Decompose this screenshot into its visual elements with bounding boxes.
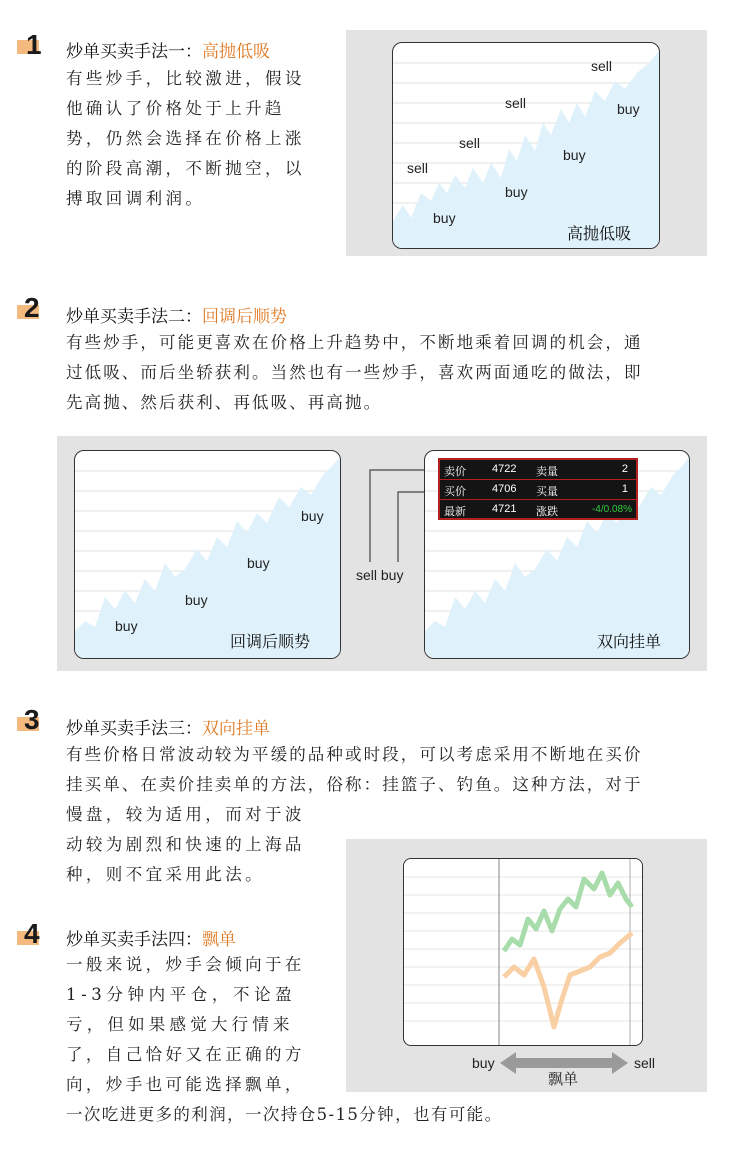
callout-label: sell buy: [356, 567, 404, 583]
buy-label: buy: [563, 147, 586, 163]
buy-label: buy: [505, 184, 528, 200]
heading-prefix: 炒单买卖手法二：: [66, 307, 202, 327]
chart-caption: 高抛低吸: [567, 224, 632, 243]
body-line: 势，仍然会选择在价格上涨: [66, 129, 305, 148]
sell-label: sell: [591, 58, 613, 74]
body-line: 慢盘，较为适用，而对于波: [66, 805, 305, 824]
quote-price: 4722: [492, 463, 517, 475]
heading-highlight: 双向挂单: [202, 719, 270, 739]
body-line: 向，炒手也可能选择飘单，: [66, 1075, 305, 1094]
heading-prefix: 炒单买卖手法三：: [66, 719, 202, 739]
buy-label: buy: [247, 555, 270, 571]
heading-highlight: 高抛低吸: [202, 42, 270, 62]
quote-qty: 2: [621, 463, 628, 475]
buy-label: buy: [185, 592, 208, 608]
sell-label: sell: [505, 95, 527, 111]
buy-label: buy: [115, 618, 138, 634]
chart-caption: 双向挂单: [597, 632, 662, 651]
body-line: 他确认了价格处于上升趋: [66, 99, 285, 118]
quote-field-name: 买价: [444, 486, 466, 498]
section-number: 4: [24, 918, 40, 949]
quote-field-name: 卖价: [444, 466, 466, 478]
quote-price: 4721: [492, 503, 517, 515]
buy-label: buy: [433, 210, 456, 226]
buy-label: buy: [472, 1055, 495, 1071]
quote-qty-name: 卖量: [536, 466, 558, 478]
body-line: 有些炒手，比较激进，假设: [66, 69, 305, 88]
body-line: 动较为剧烈和快速的上海品: [66, 835, 305, 854]
body-line: 有些价格日常波动较为平缓的品种或时段，可以考虑采用不断地在买价: [66, 745, 643, 764]
body-line: 亏，但如果感觉大行情来: [66, 1015, 294, 1034]
body-line: 了，自己恰好又在正确的方: [66, 1045, 305, 1064]
sell-label: sell: [634, 1055, 656, 1071]
body-line: 的阶段高潮，不断抛空，以: [66, 159, 305, 178]
body-line: 过低吸、而后坐轿获利。当然也有一些炒手，喜欢两面通吃的做法，即: [66, 363, 643, 382]
body-line: 一次吃进更多的利润，一次持仓5-15分钟，也有可能。: [66, 1105, 503, 1124]
heading-prefix: 炒单买卖手法一：: [66, 42, 202, 62]
body-line: 一般来说，炒手会倾向于在: [66, 955, 305, 974]
quote-field-name: 最新: [444, 506, 466, 518]
section-number: 3: [24, 704, 40, 735]
heading-prefix: 炒单买卖手法四：: [66, 930, 202, 950]
body-line: 种，则不宜采用此法。: [66, 865, 265, 884]
buy-label: buy: [301, 508, 324, 524]
section-number: 1: [26, 29, 42, 60]
section-number: 2: [24, 292, 40, 323]
body-line: 1-3分钟内平仓，不论盈: [66, 985, 297, 1004]
sell-label: sell: [459, 135, 481, 151]
arrow-caption: 飘单: [548, 1070, 579, 1088]
quote-qty-name: 涨跌: [536, 506, 558, 518]
sell-label: sell: [407, 160, 429, 176]
body-line: 搏取回调利润。: [66, 189, 206, 208]
heading-highlight: 回调后顺势: [202, 307, 287, 327]
chart-caption: 回调后顺势: [230, 632, 311, 651]
quote-qty: 1: [621, 483, 628, 495]
buy-label: buy: [617, 101, 640, 117]
quote-price: 4706: [492, 483, 517, 495]
body-line: 挂买单、在卖价挂卖单的方法，俗称：挂篮子、钓鱼。这种方法，对于: [66, 775, 643, 794]
body-line: 先高抛、然后获利、再低吸、再高抛。: [66, 393, 383, 412]
quote-qty-name: 买量: [536, 486, 558, 498]
heading-highlight: 飘单: [202, 930, 236, 950]
body-line: 有些炒手，可能更喜欢在价格上升趋势中，不断地乘着回调的机会，通: [66, 333, 643, 352]
quote-change: -4/0.08%: [591, 504, 632, 515]
